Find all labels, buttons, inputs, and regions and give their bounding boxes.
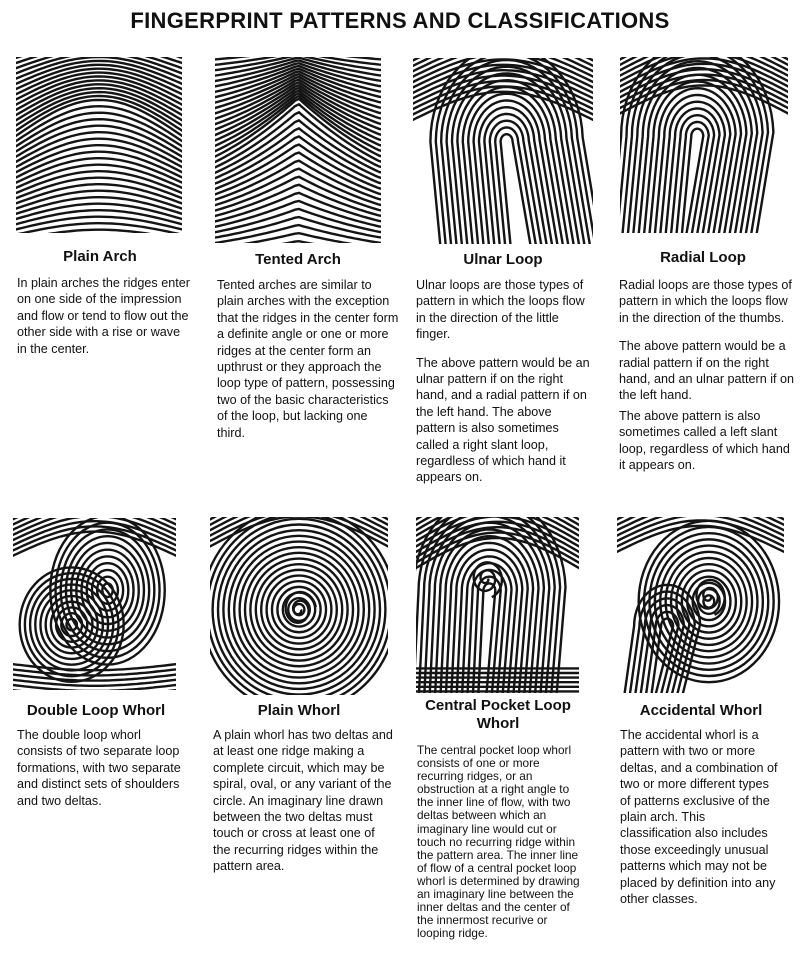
plain-whorl-title: Plain Whorl [257, 702, 341, 719]
ulnar-loop-paragraph-1: Ulnar loops are those types of pattern in which the loops flow in the direction of the little finger. [416, 278, 585, 342]
tented-arch-fingerprint-graphic [215, 57, 381, 243]
accidental-whorl-description [620, 727, 780, 919]
accidental-whorl-title: Accidental Whorl [639, 702, 763, 719]
double-loop-whorl-fingerprint-icon [13, 518, 176, 690]
radial-loop-paragraph-2: The above pattern would be a radial pattern if on the right hand, and an ulnar pattern if on the left hand. [619, 339, 795, 403]
plain-arch-fingerprint-graphic [16, 57, 182, 233]
page-title: FINGERPRINT PATTERNS AND CLASSIFICATIONS [130, 8, 670, 33]
ulnar-loop-fingerprint-icon [413, 58, 593, 244]
radial-loop-paragraph-3: The above pattern is also sometimes called a left slant loop, regardless of which hand it appears on. [619, 408, 790, 473]
radial-loop-fingerprint-icon [620, 57, 788, 233]
plain-arch-fingerprint-icon [16, 57, 182, 233]
plain-arch-paragraph: In plain arches the ridges enter on one side of the impression and flow or tend to flow out the other side with a rise or wave in the center. [17, 276, 190, 356]
tented-arch-paragraph: Tented arches are similar to plain arches with the exception that the ridges in the center form a definite angle or one or more ridges at the center form an upthrust or they approach the loop type of pattern, possessing two of the basic characteristics of the loop, but lacking one third. [217, 278, 399, 440]
double-loop-whorl-fingerprint-graphic [13, 518, 176, 690]
ulnar-loop-paragraph-2: The above pattern would be an ulnar pattern if on the right hand, and a radial pattern if on the left hand. The above pattern is also sometimes called a right slant loop, regardless of which hand it appears on. [416, 355, 590, 485]
tented-arch-fingerprint-icon [215, 57, 381, 243]
plain-whorl-fingerprint-icon [210, 517, 388, 695]
central-pocket-loop-whorl-title: Central Pocket Loop Whorl [425, 697, 571, 732]
plain-whorl-description [213, 727, 393, 887]
central-pocket-loop-whorl-paragraph: The central pocket loop whorl consists of one or more recurring ridges, or an obstruction at a right angle to the inner line of flow, with two deltas between which an imaginary line would cut or touch no recurring ridge within the pattern area. The inner line of flow of a central pocket loop whorl is determined by drawing an imaginary line between the inner deltas and the center of the innermost recurive or looping ridge. [417, 743, 580, 941]
central-pocket-loop-whorl-fingerprint-graphic [416, 517, 579, 693]
double-loop-whorl-paragraph: The double loop whorl consists of two separate loop formations, with two separate and distinct sets of shoulders and two deltas. [17, 728, 181, 808]
tented-arch-description [217, 277, 399, 453]
ulnar-loop-fingerprint-graphic [413, 58, 593, 244]
radial-loop-description [619, 277, 795, 485]
plain-whorl-fingerprint-graphic [210, 517, 388, 695]
double-loop-whorl-title: Double Loop Whorl [26, 702, 166, 719]
ulnar-loop-title: Ulnar Loop [463, 251, 543, 268]
accidental-whorl-fingerprint-icon [617, 517, 784, 693]
accidental-whorl-paragraph: The accidental whorl is a pattern with two or more deltas, and a combination of two or more different types of patterns exclusive of the plain arch. This classification also includes those exceedingly unusual patterns which may not be placed by definition into any other classes. [620, 728, 778, 907]
plain-arch-title: Plain Arch [63, 248, 137, 265]
radial-loop-fingerprint-graphic [620, 57, 788, 233]
accidental-whorl-fingerprint-graphic [617, 517, 784, 693]
ulnar-loop-description [416, 277, 594, 498]
double-loop-whorl-description [17, 727, 187, 821]
plain-arch-description [17, 275, 193, 369]
plain-whorl-paragraph: A plain whorl has two deltas and at least one ridge making a complete circuit, which may be spiral, oval, or any variant of the circle. An imaginary line drawn between the two deltas must touch or cross at least one of the recurring ridges within the pattern area. [213, 728, 393, 874]
radial-loop-paragraph-1: Radial loops are those types of pattern in which the loops flow in the direction of the thumbs. [619, 278, 792, 325]
central-pocket-loop-whorl-description [417, 744, 583, 952]
central-pocket-loop-whorl-fingerprint-icon [416, 517, 579, 693]
tented-arch-title: Tented Arch [255, 251, 341, 268]
radial-loop-title: Radial Loop [660, 249, 746, 266]
